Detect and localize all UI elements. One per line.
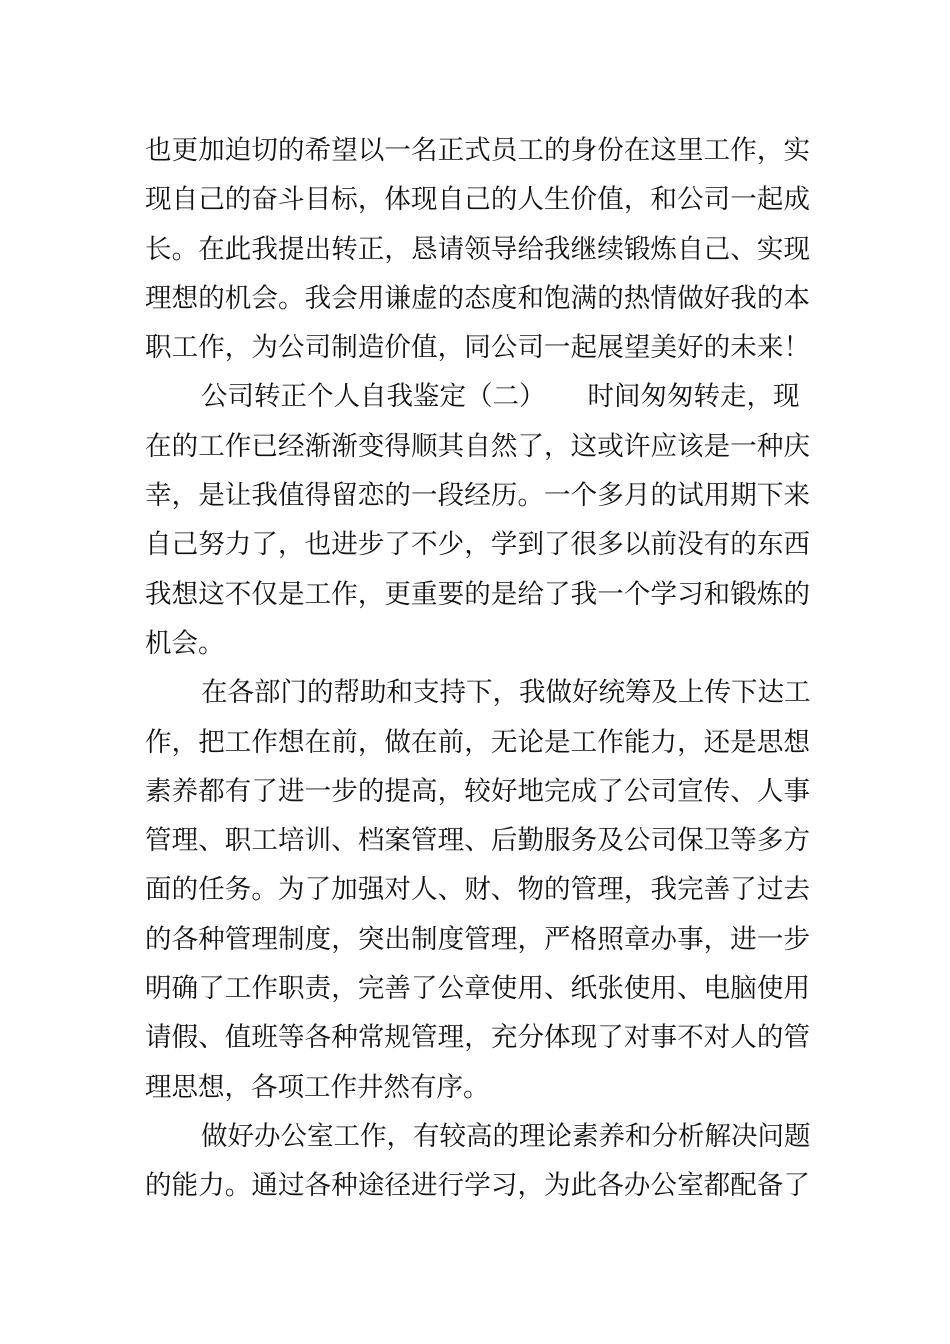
text-line: 的能力。通过各种途径进行学习，为此各办公室都配备了 bbox=[145, 1170, 810, 1202]
text-line: 面的任务。为了加强对人、财、物的管理，我完善了过去 bbox=[145, 874, 810, 906]
text-line: 在各部门的帮助和支持下，我做好统筹及上传下达工 bbox=[201, 677, 811, 709]
text-line bbox=[145, 372, 810, 421]
heading-line-rest: 时间匆匆转走，现 bbox=[587, 381, 800, 413]
text-line: 也更加迫切的希望以一名正式员工的身份在这里工作，实 bbox=[145, 135, 810, 166]
text-line: 长。在此我提出转正，恳请领导给我继续锻炼自己、实现 bbox=[145, 233, 810, 265]
document-body bbox=[145, 126, 810, 1211]
text-line: 现自己的奋斗目标，体现自己的人生价值，和公司一起成 bbox=[145, 184, 810, 216]
text-line: 理想的机会。我会用谦虚的态度和饱满的热情做好我的本 bbox=[145, 282, 810, 314]
text-line: 管理、职工培训、档案管理、后勤服务及公司保卫等多方 bbox=[145, 825, 810, 857]
paragraph-1 bbox=[145, 126, 810, 372]
text-line: 作，把工作想在前，做在前，无论是工作能力，还是思想 bbox=[145, 726, 810, 758]
text-line: 理思想，各项工作井然有序。 bbox=[145, 1071, 490, 1103]
text-line: 的各种管理制度，突出制度管理，严格照章办事，进一步 bbox=[145, 923, 810, 955]
paragraph-3 bbox=[145, 668, 810, 1112]
text-line: 明确了工作职责，完善了公章使用、纸张使用、电脑使用 bbox=[145, 973, 810, 1005]
text-line: 职工作，为公司制造价值，同公司一起展望美好的未来！ bbox=[145, 332, 810, 364]
text-line: 在的工作已经渐渐变得顺其自然了，这或许应该是一种庆 bbox=[145, 430, 810, 462]
text-line: 自己努力了，也进步了不少，学到了很多以前没有的东西 bbox=[145, 529, 810, 561]
paragraph-4 bbox=[145, 1112, 810, 1211]
text-line: 请假、值班等各种常规管理，充分体现了对事不对人的管 bbox=[145, 1022, 810, 1054]
section-heading: 公司转正个人自我鉴定（二） bbox=[201, 381, 546, 413]
text-line: 机会。 bbox=[145, 627, 225, 659]
text-line: 我想这不仅是工作，更重要的是给了我一个学习和锻炼的 bbox=[145, 578, 810, 610]
text-line: 幸，是让我值得留恋的一段经历。一个多月的试用期下来 bbox=[145, 480, 810, 512]
paragraph-2 bbox=[145, 372, 810, 668]
text-line: 素养都有了进一步的提高，较好地完成了公司宣传、人事 bbox=[145, 775, 810, 807]
text-line: 做好办公室工作，有较高的理论素养和分析解决问题 bbox=[201, 1120, 811, 1152]
